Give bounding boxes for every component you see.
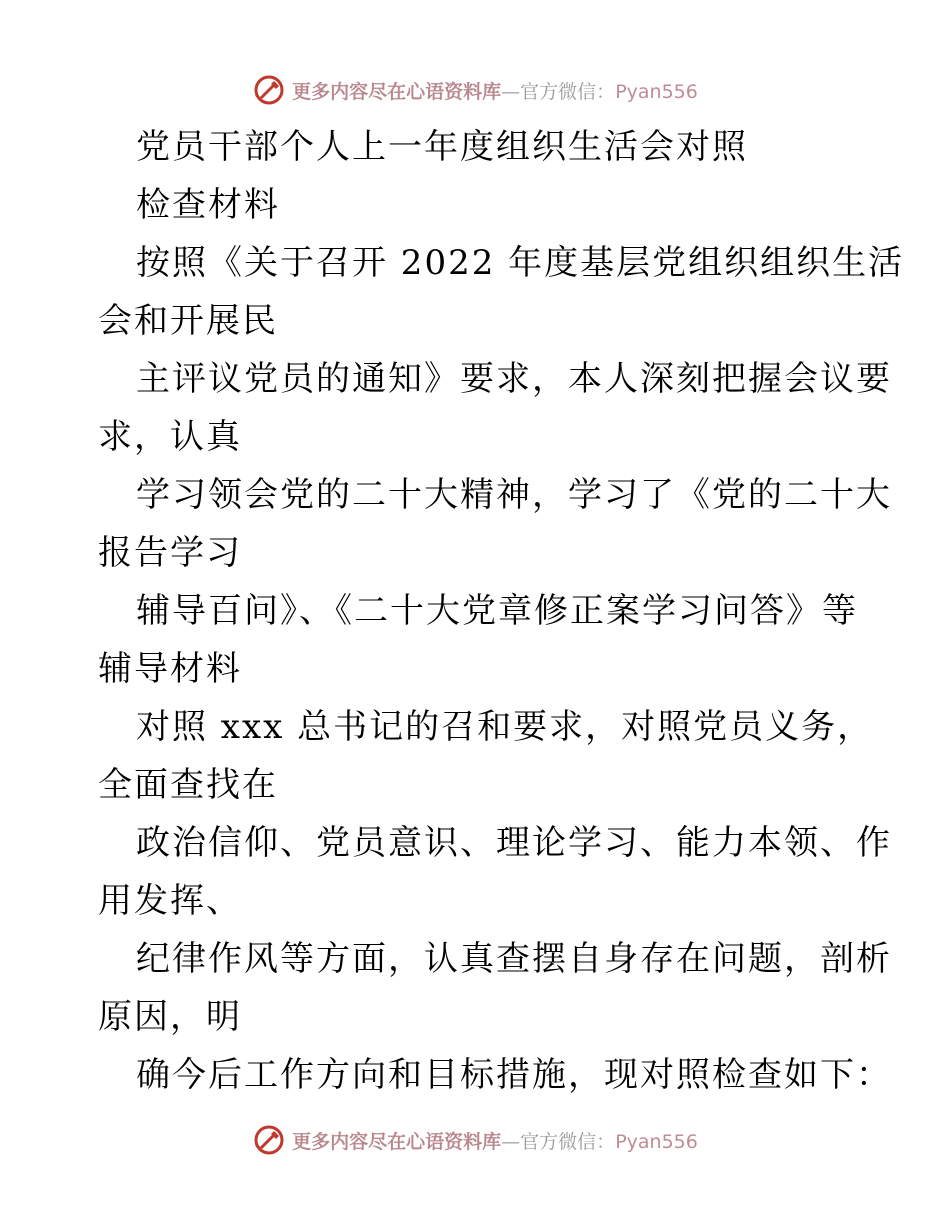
doc-line-16: 原因，明 (98, 997, 242, 1037)
doc-line-10: 辅导材料 (98, 649, 242, 689)
header-cta: 官方微信： (520, 80, 616, 103)
doc-line-11: 对照 xxx 总书记的召和要求，对照党员义务， (136, 707, 874, 747)
doc-line-14: 用发挥、 (98, 881, 242, 921)
doc-line-5: 主评议党员的通知》要求，本人深刻把握会议要 (136, 359, 892, 399)
doc-line-13: 政治信仰、党员意识、理论学习、能力本领、作 (136, 823, 892, 863)
doc-title-line-2: 检查材料 (136, 185, 280, 225)
footer-banner-text (292, 1127, 698, 1154)
doc-line-9: 辅导百问》、《二十大党章修正案学习问答》等 (136, 591, 858, 631)
header-watermark-banner (0, 70, 950, 110)
footer-separator: — (501, 1130, 521, 1153)
header-separator: — (501, 80, 521, 103)
doc-line-7: 学习领会党的二十大精神，学习了《党的二十大 (136, 475, 892, 515)
footer-wechat-id: Pyan556 (615, 1130, 698, 1153)
doc-line-6: 求，认真 (98, 417, 242, 457)
doc-line-4: 会和开展民 (98, 301, 278, 341)
footer-cta: 官方微信： (520, 1130, 616, 1153)
doc-line-15: 纪律作风等方面，认真查摆自身存在问题，剖析 (136, 939, 892, 979)
doc-line-3: 按照《关于召开 2022 年度基层党组织组织生活 (136, 243, 905, 283)
footer-watermark-banner (0, 1120, 950, 1160)
document-body (98, 118, 905, 1104)
header-brand: 更多内容尽在心语资料库 (292, 80, 502, 103)
pen-logo-icon (252, 1123, 286, 1157)
doc-line-17: 确今后工作方向和目标措施，现对照检查如下： (136, 1055, 892, 1095)
doc-title-line-1: 党员干部个人上一年度组织生活会对照 (136, 127, 748, 167)
footer-brand: 更多内容尽在心语资料库 (292, 1130, 502, 1153)
doc-line-12: 全面查找在 (98, 765, 278, 805)
header-banner-text (292, 77, 698, 104)
doc-line-8: 报告学习 (98, 533, 242, 573)
header-wechat-id: Pyan556 (615, 80, 698, 103)
pen-logo-icon (252, 73, 286, 107)
